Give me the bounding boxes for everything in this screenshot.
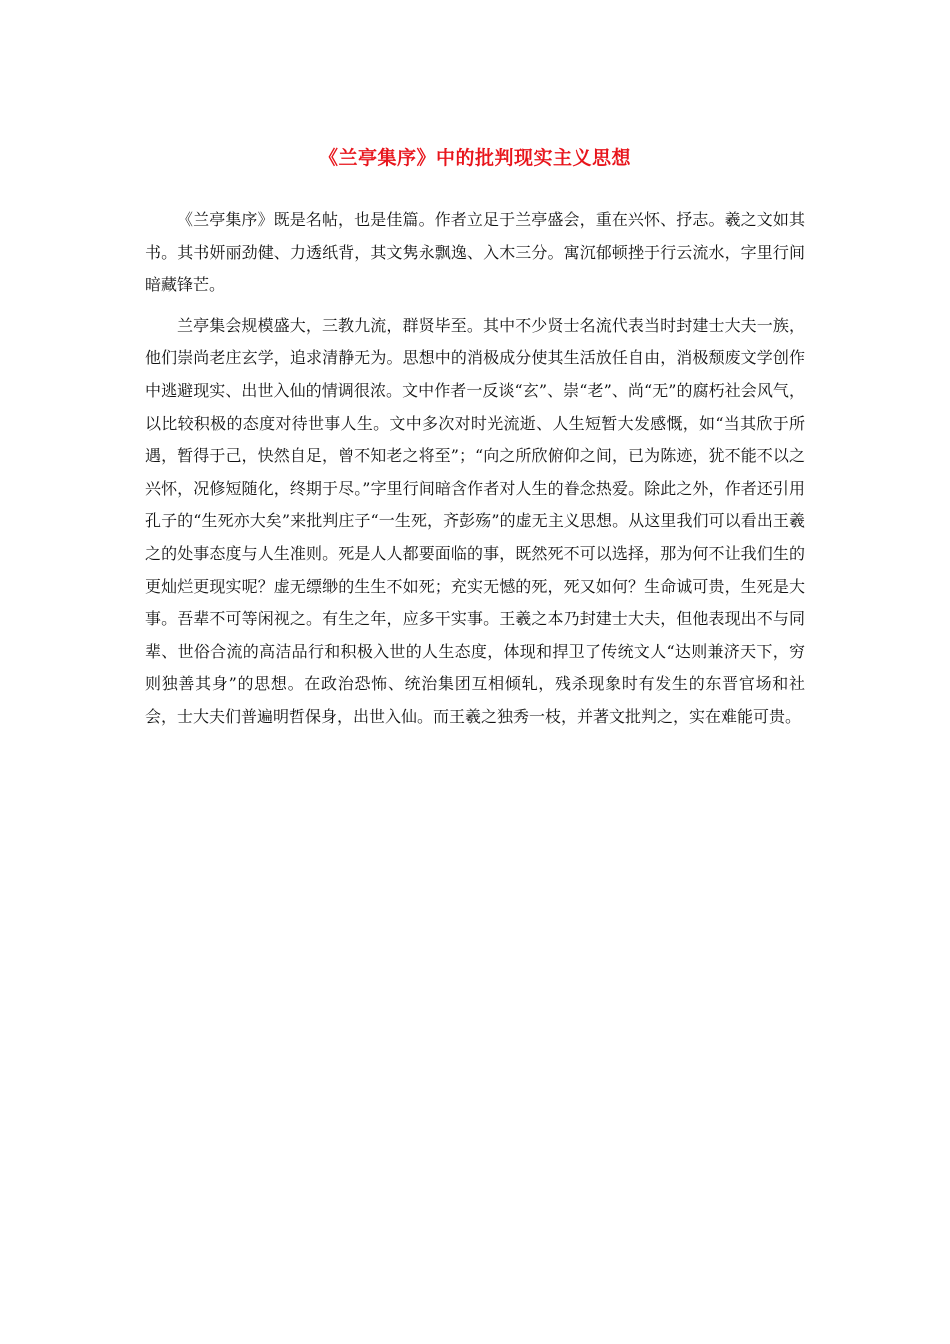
paragraph-1: 《兰亭集序》既是名帖，也是佳篇。作者立足于兰亭盛会，重在兴怀、抒志。羲之文如其书。其书妍丽劲健、力透纸背，其文隽永飘逸、入木三分。寓沉郁顿挫于行云流水，字里行间暗藏锋芒。 xyxy=(145,210,805,295)
document-body xyxy=(145,204,805,734)
document-title: 《兰亭集序》中的批判现实主义思想 xyxy=(318,147,631,169)
paragraph-2: 兰亭集会规模盛大，三教九流，群贤毕至。其中不少贤士名流代表当时封建士大夫一族，他们崇尚老庄玄学，追求清静无为。思想中的消极成分使其生活放任自由，消极颓废文学创作中逃避现实、出世入仙的情调很浓。文中作者一反谈“玄”、崇“老”、尚“无”的腐朽社会风气，以比较积极的态度对待世事人生。文中多次对时光流逝、人生短暂大发感慨，如“当其欣于所遇，暂得于己，快然自足，曾不知老之将至”；“向之所欣俯仰之间，已为陈迹，犹不能不以之兴怀，况修短随化，终期于尽。”字里行间暗含作者对人生的眷念热爱。除此之外，作者还引用孔子的“生死亦大矣”来批判庄子“一生死，齐彭殇”的虚无主义思想。从这里我们可以看出王羲之的处事态度与人生准则。死是人人都要面临的事，既然死不可以选择，那为何不让我们生的更灿烂更现实呢？虚无缥缈的生生不如死；充实无憾的死，死又如何？生命诚可贵，生死是大事。吾辈不可等闲视之。有生之年，应多干实事。王羲之本乃封建士大夫，但他表现出不与同辈、世俗合流的高洁品行和积极入世的人生态度，体现和捍卫了传统文人“达则兼济天下，穷则独善其身”的思想。在政治恐怖、统治集团互相倾轧，残杀现象时有发生的东晋官场和社会，士大夫们普遍明哲保身，出世入仙。而王羲之独秀一枝，并著文批判之，实在难能可贵。 xyxy=(145,315,805,726)
